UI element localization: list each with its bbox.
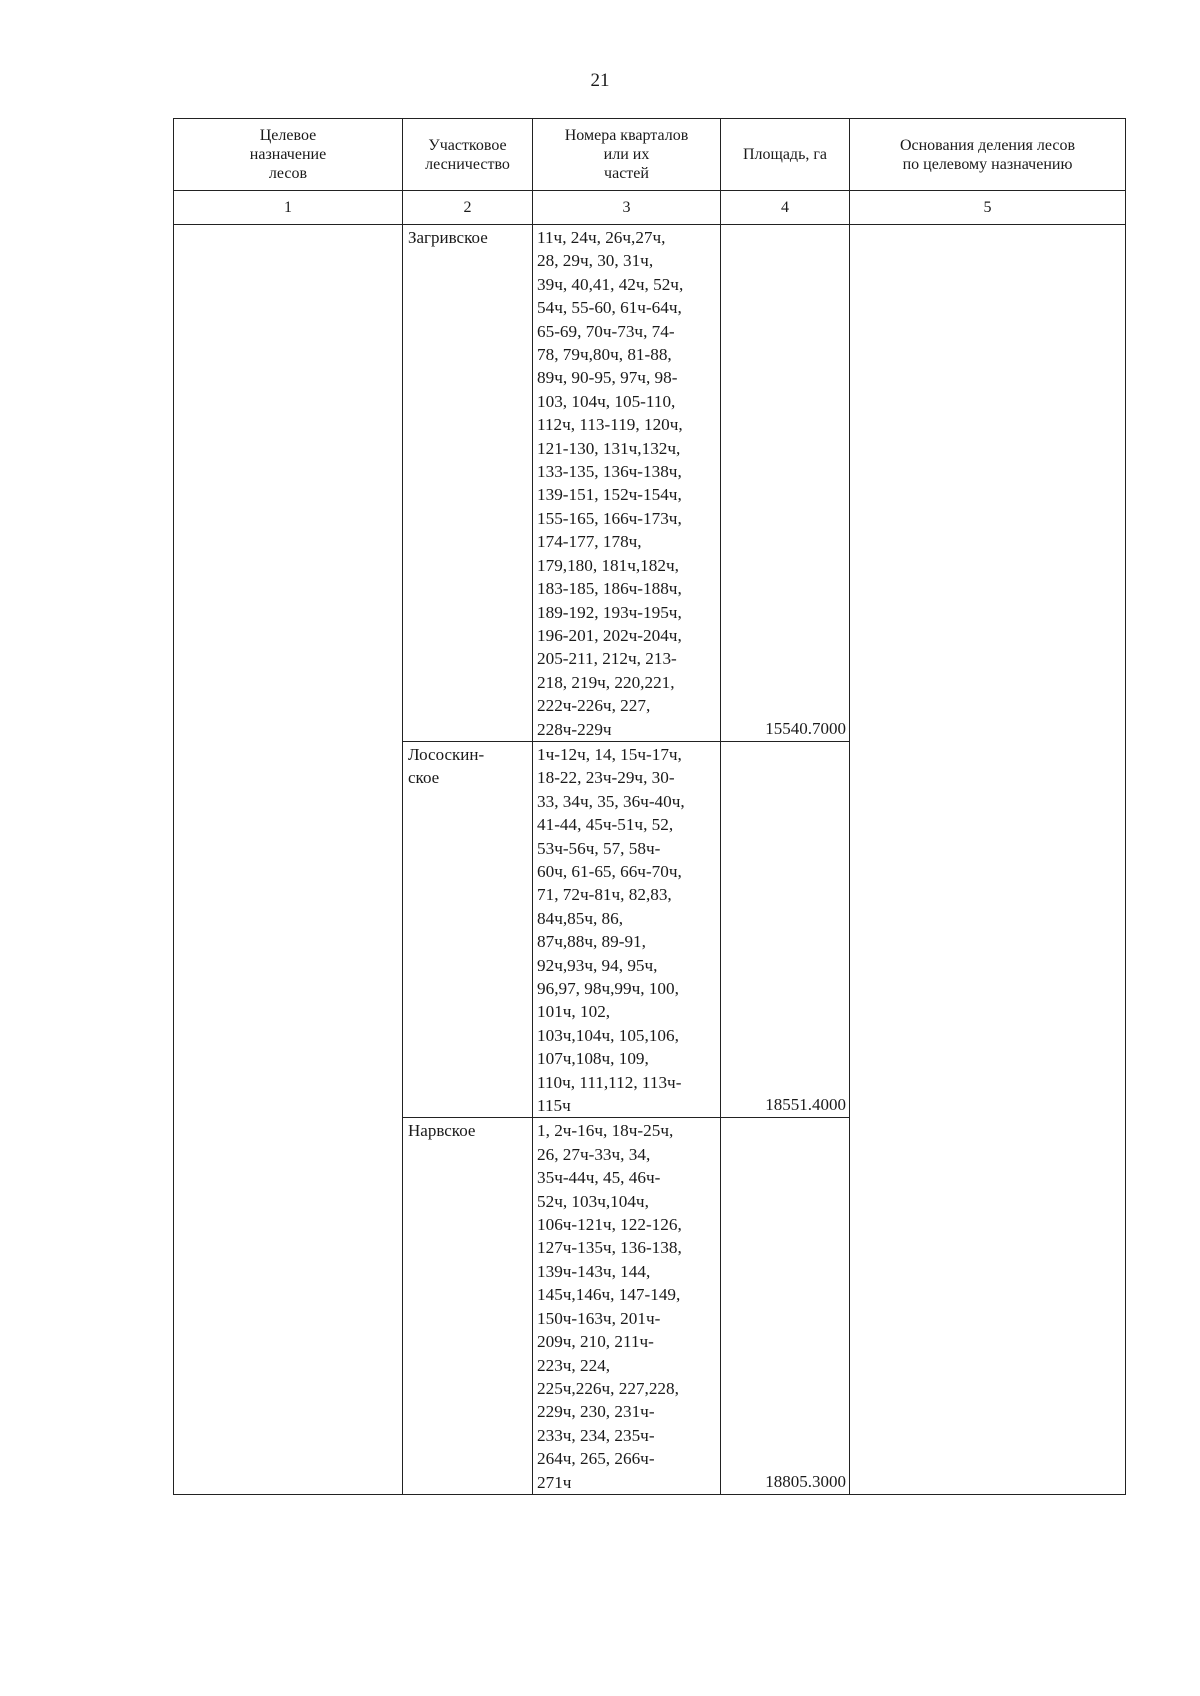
header-quarters: Номера кварталов или их частей xyxy=(533,119,721,191)
page-number: 21 xyxy=(590,70,610,91)
area-value: 15540.7000 xyxy=(721,225,850,742)
quarter-list: 1, 2ч-16ч, 18ч-25ч, 26, 27ч-33ч, 34, 35ч-44ч, 45, 46ч- 52ч, 103ч,104ч, 106ч-121ч, 122-126, 127ч-135ч, 136-138, 139ч-143ч, 144, 145ч,146ч, 147-149, 150ч-163ч, 201ч- 209ч, 210, 211ч- 223ч, 224, 225ч,226ч, 227,228, 229ч, 230, 231ч- 233ч, 234, 235ч- 264ч, 265, 266ч- 271ч xyxy=(533,1118,721,1495)
header-row xyxy=(174,119,1126,191)
forestry-name: Лососкин- ское xyxy=(403,741,533,1118)
column-number-2: 2 xyxy=(403,191,533,225)
area-value: 18805.3000 xyxy=(721,1118,850,1495)
forestry-name: Загривское xyxy=(403,225,533,742)
column-number-1: 1 xyxy=(174,191,403,225)
quarter-list: 11ч, 24ч, 26ч,27ч, 28, 29ч, 30, 31ч, 39ч, 40,41, 42ч, 52ч, 54ч, 55-60, 61ч-64ч, 65-69, 70ч-73ч, 74- 78, 79ч,80ч, 81-88, 89ч, 90-95, 97ч, 98- 103, 104ч, 105-110, 112ч, 113-119, 120ч, 121-130, 131ч,132ч, 133-135, 136ч-138ч, 139-151, 152ч-154ч, 155-165, 166ч-173ч, 174-177, 178ч, 179,180, 181ч,182ч, 183-185, 186ч-188ч, 189-192, 193ч-195ч, 196-201, 202ч-204ч, 205-211, 212ч, 213- 218, 219ч, 220,221, 222ч-226ч, 227, 228ч-229ч xyxy=(533,225,721,742)
basis-cell xyxy=(850,225,1126,1495)
column-number-4: 4 xyxy=(721,191,850,225)
table-row xyxy=(174,225,1126,742)
header-basis: Основания деления лесов по целевому назначению xyxy=(850,119,1126,191)
forest-division-table xyxy=(173,118,1126,1495)
purpose-cell xyxy=(174,225,403,1495)
column-number-5: 5 xyxy=(850,191,1126,225)
quarter-list: 1ч-12ч, 14, 15ч-17ч, 18-22, 23ч-29ч, 30- 33, 34ч, 35, 36ч-40ч, 41-44, 45ч-51ч, 52, 53ч-56ч, 57, 58ч- 60ч, 61-65, 66ч-70ч, 71, 72ч-81ч, 82,83, 84ч,85ч, 86, 87ч,88ч, 89-91, 92ч,93ч, 94, 95ч, 96,97, 98ч,99ч, 100, 101ч, 102, 103ч,104ч, 105,106, 107ч,108ч, 109, 110ч, 111,112, 113ч- 115ч xyxy=(533,741,721,1118)
forestry-name: Нарвское xyxy=(403,1118,533,1495)
header-purpose: Целевое назначение лесов xyxy=(174,119,403,191)
header-forestry: Участковое лесничество xyxy=(403,119,533,191)
column-number-3: 3 xyxy=(533,191,721,225)
area-value: 18551.4000 xyxy=(721,741,850,1118)
header-area: Площадь, га xyxy=(721,119,850,191)
column-number-row xyxy=(174,191,1126,225)
